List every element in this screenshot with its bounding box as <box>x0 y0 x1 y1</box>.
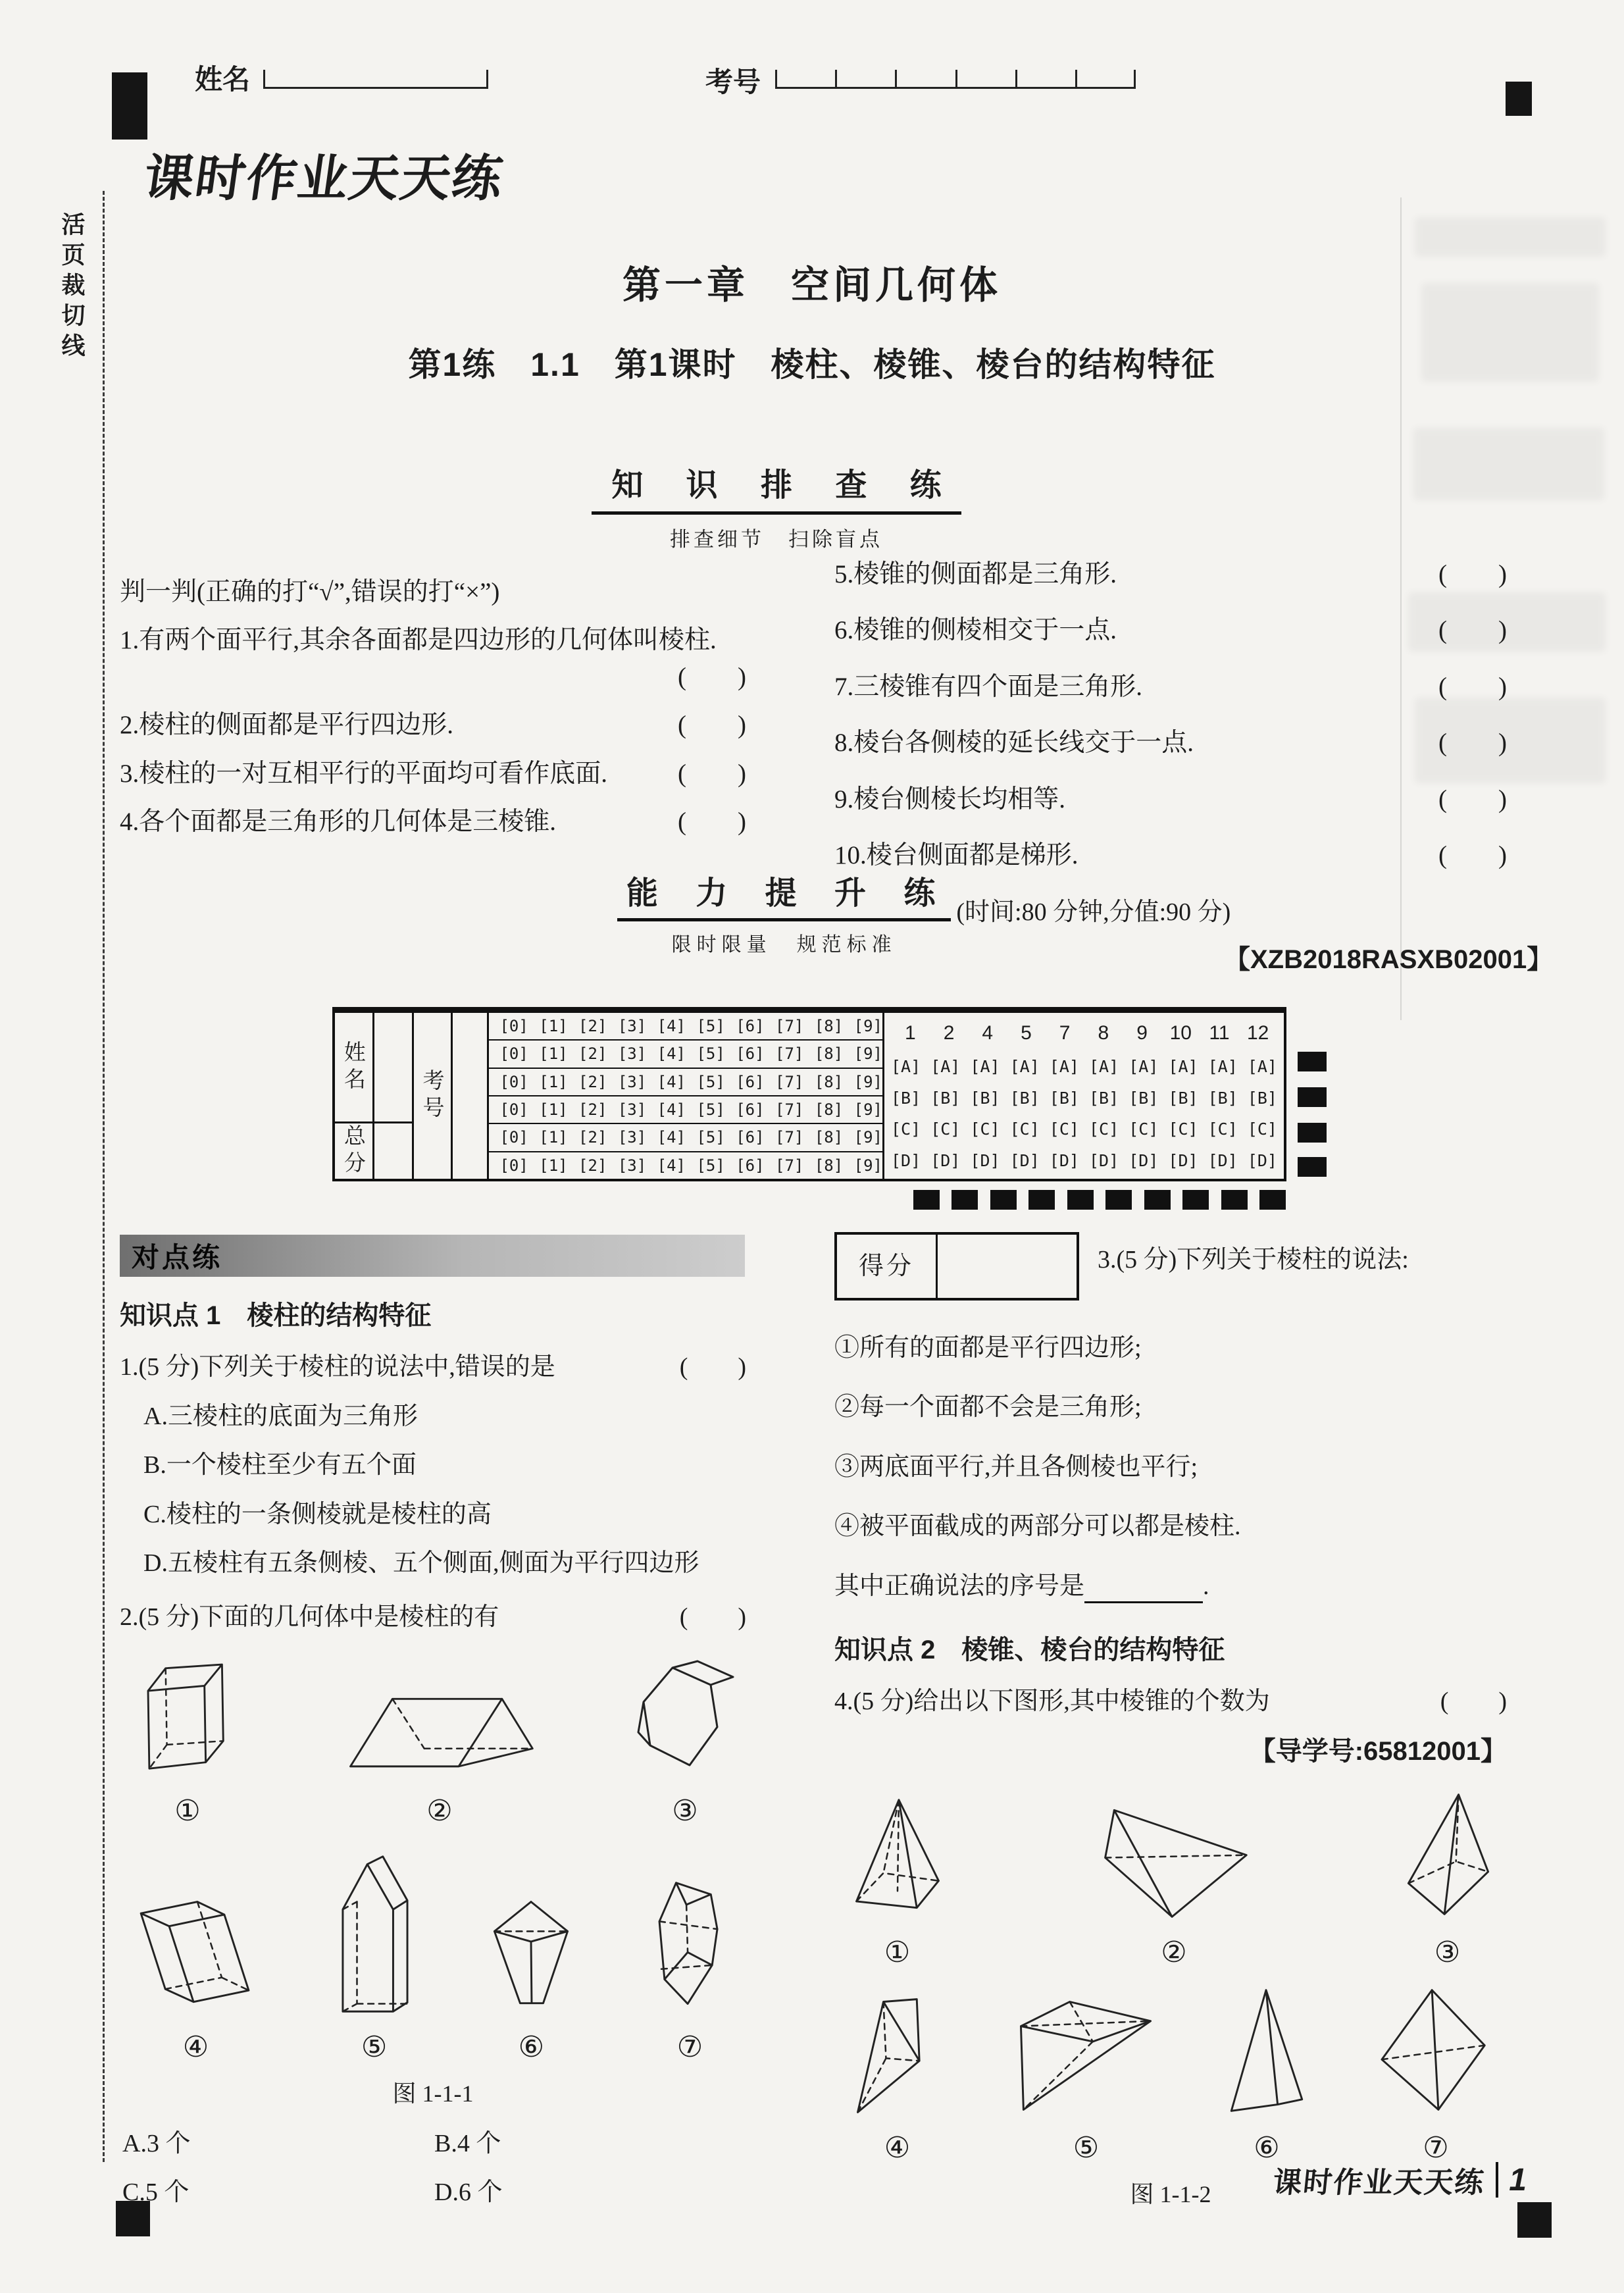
q-number: 5 <box>1021 1022 1032 1044</box>
q2-option-b: B.4 个 <box>434 2129 501 2157</box>
true-false-left-column <box>120 574 746 840</box>
q1-option-b: B.一个棱柱至少有五个面 <box>143 1451 417 1480</box>
timing-mark <box>1144 1190 1171 1210</box>
figure-label: ④ <box>182 2030 209 2063</box>
answer-paren: ( ) <box>1438 840 1507 869</box>
bleed-through-smudge <box>1415 217 1606 257</box>
tall-pyramid-figure <box>1393 1787 1502 1925</box>
tf-item-text: 3.棱柱的一对互相平行的平面均可看作底面. <box>120 759 608 788</box>
figure-1-1-2-row-2 <box>834 1982 1507 2169</box>
timing-mark <box>1259 1190 1286 1210</box>
figure-1-1-1-row-1 <box>120 1652 746 1832</box>
question-2-stem <box>120 1600 746 1634</box>
tf-item-4 <box>120 804 746 840</box>
ability-heading <box>617 867 1231 957</box>
tall-tetrahedron-figure <box>1217 1982 1316 2121</box>
tick <box>486 70 488 87</box>
sheet-question-numbers <box>891 1016 1277 1051</box>
digit-bubble-row: [0] [1] [2] [3] [4] [5] [6] [7] [8] [9] <box>489 1096 882 1124</box>
timing-mark-row <box>913 1190 1286 1210</box>
sheet-total-label: 总分 <box>341 1124 366 1178</box>
figure-block <box>840 1793 955 1973</box>
sheet-digit-bubbles <box>489 1013 884 1179</box>
tick <box>1134 70 1136 87</box>
figure-block <box>629 1659 741 1832</box>
q3-statement-3: ③两底面平行,并且各侧棱也平行; <box>834 1453 1198 1481</box>
tf-item-6 <box>834 612 1507 648</box>
q1-option-a: A.三棱柱的底面为三角形 <box>143 1402 418 1430</box>
figure-label: ② <box>426 1794 453 1827</box>
q-number: 9 <box>1136 1022 1148 1044</box>
tf-item-text: 6.棱锥的侧棱相交于一点. <box>834 616 1117 645</box>
question-text: 1.(5 分)下列关于棱柱的说法中,错误的是 <box>120 1353 555 1381</box>
answer-paren: ( ) <box>1438 729 1507 758</box>
timing-mark <box>1298 1157 1327 1177</box>
q-number: 7 <box>1059 1022 1071 1044</box>
figure-block <box>1092 1793 1256 1973</box>
timing-mark <box>1067 1190 1094 1210</box>
answer-paren: ( ) <box>1438 785 1507 813</box>
choice-bubble-row-a: [A] [A] [A] [A] [A] [A] [A] [A] [A] [A] <box>890 1057 1277 1077</box>
figure-block <box>125 1892 266 2068</box>
pyramid-figure <box>840 1793 955 1925</box>
figure-label: ① <box>884 1936 911 1969</box>
sheet-name-blank-column <box>374 1013 414 1179</box>
q3-statement-4: ④被平面截成的两部分可以都是棱柱. <box>834 1512 1241 1541</box>
answer-paren: ( ) <box>678 662 746 691</box>
figure-label: ② <box>1161 1936 1187 1969</box>
tf-item-2 <box>120 707 746 743</box>
q1-option-d: D.五棱柱有五条侧棱、五个侧面,侧面为平行四边形 <box>143 1549 699 1577</box>
tetrahedron-figure <box>1092 1793 1256 1925</box>
figure-block <box>325 1849 424 2068</box>
figure-label: ④ <box>884 2131 911 2164</box>
timing-mark <box>952 1190 978 1210</box>
figure-label: ⑦ <box>676 2030 703 2063</box>
registration-mark-bottom-right <box>1517 2202 1552 2238</box>
pentagonal-prism-figure <box>325 1849 424 2020</box>
tf-item-text: 1.有两个面平行,其余各面都是四边形的几何体叫棱柱. <box>120 626 717 655</box>
figure-label: ① <box>174 1794 201 1827</box>
tf-item-7 <box>834 669 1507 705</box>
footer-brand: 课时作业天天练 <box>1271 2167 1487 2199</box>
figure-1-1-1-row-2 <box>120 1849 746 2068</box>
knowledge-check-heading <box>0 459 1553 552</box>
tf-item-text: 5.棱锥的侧面都是三角形. <box>834 560 1117 588</box>
timing-mark <box>1221 1190 1248 1210</box>
figure-label: ⑤ <box>361 2030 388 2063</box>
tf-item-text: 7.三棱锥有四个面是三角形. <box>834 672 1143 701</box>
q3-statement-2: ②每一个面都不会是三角形; <box>834 1393 1142 1422</box>
tf-item-text: 8.棱台各侧棱的延长线交于一点. <box>834 729 1194 758</box>
tick <box>263 70 265 87</box>
answer-paren: ( ) <box>1440 1688 1507 1716</box>
tf-item-3 <box>120 756 746 792</box>
timing-mark <box>990 1190 1017 1210</box>
inverted-wedge-figure <box>840 1989 955 2121</box>
q-number: 8 <box>1098 1022 1109 1044</box>
question-text: 2.(5 分)下面的几何体中是棱柱的有 <box>120 1603 499 1632</box>
bipyramid-figure <box>1370 1982 1502 2121</box>
sheet-exam-label: 考号 <box>414 1013 453 1179</box>
section-title: 第1练 1.1 第1课时 棱柱、棱锥、棱台的结构特征 <box>408 346 1216 383</box>
figure-block <box>340 1685 540 1832</box>
choice-bubble-row-b: [B] [B] [B] [B] [B] [B] [B] [B] [B] [B] <box>890 1088 1277 1108</box>
figure-1-1-2-caption: 图 1-1-2 <box>1130 2181 1211 2208</box>
q3-statement-1: ①所有的面都是平行四边形; <box>834 1334 1142 1362</box>
ability-code: 【XZB2018RASXB02001】 <box>1224 945 1554 974</box>
timing-mark <box>1105 1190 1132 1210</box>
practice-left-column <box>120 1295 746 2210</box>
knowledge-check-title: 知 识 排 查 练 <box>592 459 961 515</box>
knowledge-point-1: 知识点 1 棱柱的结构特征 <box>120 1301 432 1330</box>
timing-mark <box>913 1190 940 1210</box>
true-false-instruction: 判一判(正确的打“√”,错误的打“×”) <box>120 578 500 606</box>
timing-mark <box>1298 1123 1327 1143</box>
timing-mark <box>1298 1052 1327 1071</box>
tf-item-text: 9.棱台侧棱长均相等. <box>834 785 1066 813</box>
tick <box>955 70 957 87</box>
figure-label: ⑦ <box>1423 2131 1449 2164</box>
figure-block <box>639 1875 741 2068</box>
ability-subtitle: 限时限量 规范标准 <box>671 934 897 956</box>
wedge-solid-figure <box>482 1892 580 2020</box>
digit-bubble-row: [0] [1] [2] [3] [4] [5] [6] [7] [8] [9] <box>489 1124 882 1152</box>
q-number: 12 <box>1246 1022 1269 1044</box>
sheet-name-label: 姓名 <box>335 1013 372 1123</box>
timing-mark <box>1298 1087 1327 1107</box>
page-footer <box>1027 2159 1527 2201</box>
tf-item-text: 2.棱柱的侧面都是平行四边形. <box>120 711 454 740</box>
figure-block <box>1370 1982 1502 2169</box>
chapter-title: 第一章 空间几何体 <box>622 264 1002 307</box>
footer-page-number: 1 <box>1509 2162 1527 2198</box>
timing-mark <box>1028 1190 1055 1210</box>
q2-option-a: A.3 个 <box>122 2129 191 2157</box>
tick <box>1075 70 1077 87</box>
figure-block <box>482 1892 580 2068</box>
q2-option-d: D.6 个 <box>434 2178 503 2207</box>
tf-item-9 <box>834 781 1507 817</box>
name-label: 姓名 <box>195 64 251 95</box>
sheet-exam-blank-column <box>453 1013 489 1179</box>
tf-item-text: 4.各个面都是三角形的几何体是三棱锥. <box>120 807 557 836</box>
registration-mark-top-right <box>1506 82 1532 116</box>
figure-block <box>125 1652 250 1832</box>
tf-item-5 <box>834 556 1507 592</box>
sheet-name-blank <box>374 1013 412 1123</box>
inverted-pyramid-figure <box>1009 1989 1163 2121</box>
q-number: 1 <box>904 1022 916 1044</box>
exam-no-segmented-line <box>775 63 1136 89</box>
triangular-prism-figure <box>340 1685 540 1784</box>
tf-item-text: 10.棱台侧面都是梯形. <box>834 840 1078 869</box>
knowledge-check-subtitle: 排查细节 扫除盲点 <box>670 528 883 551</box>
figure-block <box>1393 1787 1502 1973</box>
composite-prism-figure <box>639 1875 741 2020</box>
digit-bubble-row: [0] [1] [2] [3] [4] [5] [6] [7] [8] [9] <box>489 1069 882 1096</box>
tf-item-8 <box>834 725 1507 761</box>
tick <box>1015 70 1017 87</box>
q1-option-c: C.棱柱的一条侧棱就是棱柱的高 <box>143 1500 492 1528</box>
q-number: 4 <box>982 1022 994 1044</box>
name-blank-line <box>263 63 488 89</box>
cut-line-label: 活页裁切线 <box>59 212 86 363</box>
timing-mark <box>1182 1190 1209 1210</box>
tick <box>835 70 837 87</box>
figure-block <box>1217 1982 1316 2169</box>
question-text: 4.(5 分)给出以下图形,其中棱锥的个数为 <box>834 1688 1270 1716</box>
footer-divider <box>1496 2162 1498 2198</box>
choice-bubble-row-d: [D] [D] [D] [D] [D] [D] [D] [D] [D] [D] <box>890 1150 1277 1170</box>
q3-answer-line <box>834 1569 1507 1603</box>
exam-no-label: 考号 <box>705 66 761 97</box>
book-brand-title: 课时作业天天练 <box>140 151 507 207</box>
answer-paren: ( ) <box>678 711 746 740</box>
answer-paren: ( ) <box>678 759 746 788</box>
answer-paren: ( ) <box>1438 560 1507 588</box>
score-label: 得分 <box>837 1235 938 1298</box>
figure-1-1-2-row-1 <box>834 1787 1507 1973</box>
practice-banner: 对点练 <box>120 1235 745 1277</box>
figure-label: ⑤ <box>1073 2131 1100 2164</box>
answer-paren: ( ) <box>1438 672 1507 701</box>
question-1-stem <box>120 1350 746 1384</box>
figure-label: ⑥ <box>1254 2131 1280 2164</box>
digit-bubble-row: [0] [1] [2] [3] [4] [5] [6] [7] [8] [9] <box>489 1041 882 1068</box>
digit-bubble-row: [0] [1] [2] [3] [4] [5] [6] [7] [8] [9] <box>499 1156 882 1175</box>
answer-paren: ( ) <box>1438 616 1507 645</box>
tf-item-1 <box>120 622 746 695</box>
question-3-stem: 3.(5 分)下列关于棱柱的说法: <box>1098 1246 1409 1274</box>
cuboid-figure <box>125 1652 250 1784</box>
knowledge-point-2: 知识点 2 棱锥、棱台的结构特征 <box>834 1636 1225 1665</box>
true-false-right-column <box>834 556 1507 893</box>
figure-block <box>1009 1989 1163 2169</box>
q-number: 10 <box>1169 1022 1192 1044</box>
q-number: 11 <box>1209 1022 1230 1044</box>
question-4-stem <box>834 1684 1507 1718</box>
sheet-choice-area <box>884 1013 1284 1179</box>
ability-time-score: (时间:80 分钟,分值:90 分) <box>956 898 1231 926</box>
registration-mark-top-left <box>112 72 147 140</box>
figure-label: ③ <box>672 1794 698 1827</box>
figure-label: ⑥ <box>518 2030 545 2063</box>
q3-answer-lead: 其中正确说法的序号是 <box>834 1572 1085 1600</box>
sheet-total-blank <box>374 1123 412 1179</box>
q2-options <box>120 2126 746 2210</box>
answer-blank-line <box>1084 1574 1203 1603</box>
score-blank-cell <box>938 1235 1077 1298</box>
tick <box>895 70 897 87</box>
figure-block <box>840 1989 955 2169</box>
sheet-name-column <box>335 1013 374 1179</box>
answer-paren: ( ) <box>679 1603 746 1632</box>
ability-title: 能 力 提 升 练 <box>617 867 951 921</box>
q-number: 2 <box>943 1022 955 1044</box>
digit-bubble-row: [0] [1] [2] [3] [4] [5] [6] [7] [8] [9] <box>489 1013 882 1041</box>
answer-paren: ( ) <box>678 807 746 836</box>
practice-right-column <box>834 1232 1507 2211</box>
score-box <box>834 1232 1079 1301</box>
oblique-prism-figure <box>125 1892 266 2020</box>
figure-label: ③ <box>1434 1936 1461 1969</box>
hexagonal-prism-figure <box>629 1659 741 1784</box>
guide-number-code: 【导学号:65812001】 <box>1249 1736 1507 1766</box>
choice-bubble-row-c: [C] [C] [C] [C] [C] [C] [C] [C] [C] [C] <box>890 1120 1277 1139</box>
q3-answer-tail: . <box>1203 1572 1209 1600</box>
figure-1-1-1-caption: 图 1-1-1 <box>392 2080 474 2107</box>
tick <box>775 70 777 87</box>
answer-sheet <box>332 1007 1286 1181</box>
q2-option-c: C.5 个 <box>122 2178 190 2207</box>
answer-paren: ( ) <box>679 1353 746 1381</box>
